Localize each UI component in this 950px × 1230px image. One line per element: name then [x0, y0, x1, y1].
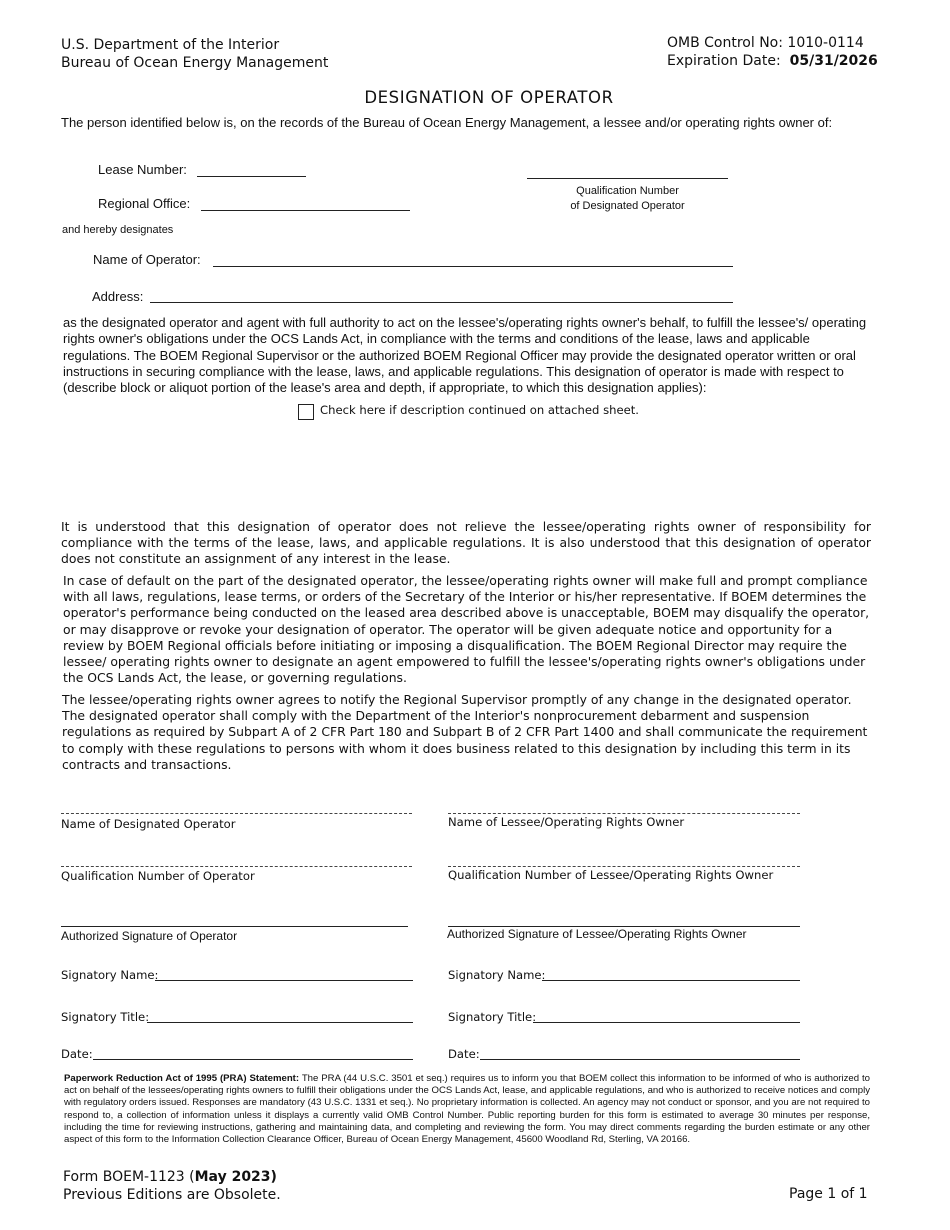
pra-statement	[64, 1073, 870, 1146]
lessee-name-field[interactable]	[448, 813, 800, 814]
qualification-caption	[527, 184, 728, 214]
lessee-qualification-label: Qualification Number of Lessee/Operating Rights Owner	[448, 868, 774, 882]
form-label: Form BOEM-1123 (	[63, 1169, 195, 1185]
regional-office-field[interactable]	[201, 210, 410, 211]
page-title: DESIGNATION OF OPERATOR	[364, 88, 614, 107]
right-date-field[interactable]	[480, 1059, 800, 1060]
designated-operator-name-label: Name of Designated Operator	[61, 817, 236, 831]
form-date: May 2023	[194, 1169, 271, 1185]
omb-number: 1010-0114	[787, 35, 864, 51]
expiration-date: 05/31/2026	[789, 53, 878, 69]
lessee-signature-label: Authorized Signature of Lessee/Operating Rights Owner	[447, 927, 747, 941]
default-paragraph: In case of default on the part of the designated operator, the lessee/operating rights owner will make full and prompt compliance with all laws, regulations, lease terms, or orders of the Secretary of the Interior or his/her representative. If BOEM determines the operator's performance being conducted on the leased area described above is unacceptable, BOEM may disqualify the operator, or may disapprove or revoke your designation of operator. The operator will be given adequate notice and opportunity for a review by BOEM Regional officials before initiating or imposing a disqualification. The BOEM Regional Director may require the lessee/ operating rights owner to designate an agent empowered to fulfill the lessee's/operating rights owner's obligations under the OCS Lands Act, the lease, or governing regulations.	[63, 573, 870, 686]
right-signatory-title-label: Signatory Title:	[448, 1010, 537, 1024]
form-date-close: )	[270, 1169, 277, 1185]
pra-heading: Paperwork Reduction Act of 1995 (PRA) Statement:	[64, 1073, 300, 1084]
description-area[interactable]	[63, 424, 875, 516]
left-signatory-title-field[interactable]	[147, 1022, 413, 1023]
pra-body: The PRA (44 U.S.C. 3501 et seq.) requires us to inform you that BOEM collect this information to be informed of who is authorized to act on behalf of the lessees/operating rights owners to fulfill their obligations under the OCS Lands Act, lease, and applicable regulations, and who is authorized to receive notices and comply with regulatory orders issued. Responses are mandatory (43 U.S.C. 1331 et seq.). No proprietary information is collected. An agency may not conduct or sponsor, and you are not required to respond to, a collection of information unless it displays a currently valid OMB Control Number. Public reporting burden for this form is estimated to average 30 minutes per response, including the time for reviewing instructions, gathering and maintaining data, and completing and reviewing the form. You may direct comments regarding the burden estimate or any other aspect of this form to the Information Collection Clearance Officer, Bureau of Ocean Energy Management, 45600 Woodland Rd, Sterling, VA 20166.	[64, 1073, 870, 1146]
right-signatory-title-field[interactable]	[533, 1022, 800, 1023]
understood-paragraph: It is understood that this designation of operator does not relieve the lessee/operating rights owner of responsibility for compliance with the terms of the lease, laws, and applicable regulations. It is also understood that this designation of operator does not constitute an assignment of any interest in the lease.	[61, 519, 871, 567]
designation-paragraph: as the designated operator and agent with full authority to act on the lessee's/operating rights owner's behalf, to fulfill the lessee's/ operating rights owner's obligations under the OCS Lands Act, in compliance with the terms and conditions of the lease, laws and applicable regulations. The BOEM Regional Supervisor or the authorized BOEM Regional Officer may provide the designated operator written or oral instructions in securing compliance with the lease, laws, and applicable regulations. This designation of operator is made with respect to (describe block or aliquot portion of the lease's area and depth, if appropriate, to which this designation applies):	[63, 315, 867, 396]
left-date-field[interactable]	[93, 1059, 413, 1060]
intro-text: The person identified below is, on the records of the Bureau of Ocean Energy Management, a lessee and/or operating rights owner of:	[61, 115, 833, 130]
operator-qualification-field[interactable]	[61, 866, 412, 867]
lessee-qualification-field[interactable]	[448, 866, 800, 867]
right-signatory-name-field[interactable]	[542, 980, 800, 981]
right-date-label: Date:	[448, 1047, 480, 1061]
left-signatory-title-label: Signatory Title:	[61, 1010, 150, 1024]
page-number: Page 1 of 1	[789, 1186, 868, 1202]
operator-qualification-label: Qualification Number of Operator	[61, 869, 255, 883]
designated-operator-name-field[interactable]	[61, 813, 412, 814]
omb-control-line	[667, 34, 878, 52]
regional-office-label: Regional Office:	[98, 196, 191, 211]
expiration-line	[667, 52, 878, 70]
agency-line-1: U.S. Department of the Interior	[61, 37, 280, 53]
omb-label: OMB Control No:	[667, 35, 783, 51]
lease-number-label: Lease Number:	[98, 162, 187, 177]
address-label: Address:	[92, 289, 144, 304]
address-field[interactable]	[150, 302, 733, 303]
continued-checkbox[interactable]	[298, 404, 314, 420]
operator-name-label: Name of Operator:	[93, 252, 201, 267]
left-signatory-name-label: Signatory Name:	[61, 968, 159, 982]
qualification-caption-line-2: of Designated Operator	[570, 200, 685, 212]
obsolete-note: Previous Editions are Obsolete.	[63, 1187, 281, 1203]
continued-checkbox-label: Check here if description continued on attached sheet.	[320, 403, 639, 417]
right-signatory-name-label: Signatory Name:	[448, 968, 546, 982]
agency-line-2: Bureau of Ocean Energy Management	[61, 55, 329, 71]
form-number	[63, 1168, 277, 1186]
left-signatory-name-field[interactable]	[155, 980, 413, 981]
operator-name-field[interactable]	[213, 266, 733, 267]
qualification-number-field[interactable]	[527, 178, 728, 179]
lessee-name-label: Name of Lessee/Operating Rights Owner	[448, 815, 685, 829]
operator-signature-field[interactable]	[61, 926, 408, 927]
hereby-designates-text: and hereby designates	[62, 224, 174, 236]
omb-block	[667, 34, 878, 70]
qualification-caption-line-1: Qualification Number	[576, 185, 679, 197]
agency-header	[61, 36, 328, 72]
expiration-label: Expiration Date:	[667, 53, 781, 69]
notify-paragraph: The lessee/operating rights owner agrees to notify the Regional Supervisor promptly of any change in the designated operator. The designated operator shall comply with the Department of the Interior's nonprocurement debarment and suspension regulations as required by Subpart A of 2 CFR Part 180 and Subpart B of 2 CFR Part 1400 and shall communicate the requirement to comply with these regulations to persons with whom it does business related to this designation by including this term in its contracts and transactions.	[62, 692, 868, 772]
lease-number-field[interactable]	[197, 176, 306, 177]
operator-signature-label: Authorized Signature of Operator	[61, 929, 238, 943]
left-date-label: Date:	[61, 1047, 93, 1061]
